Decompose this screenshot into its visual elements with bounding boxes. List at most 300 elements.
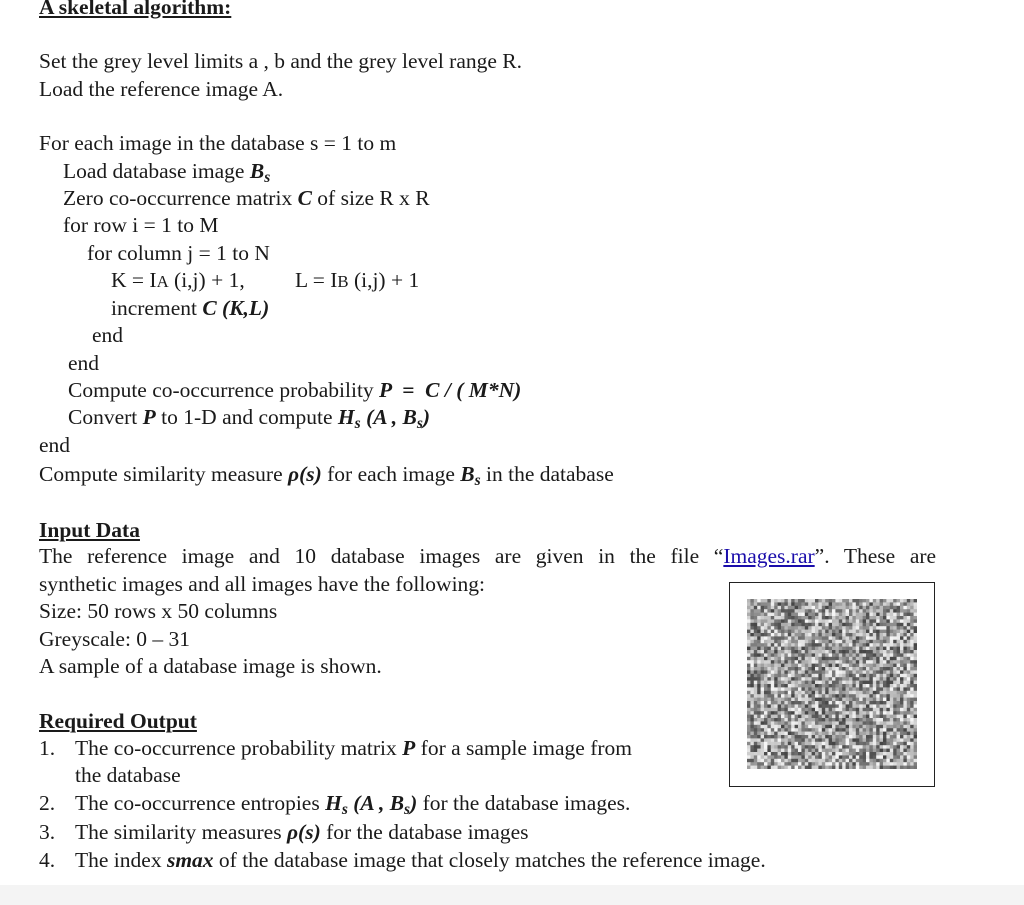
sample-pixel <box>750 602 754 606</box>
sample-pixel <box>832 732 836 736</box>
sample-pixel <box>869 725 873 729</box>
sample-pixel <box>795 698 799 702</box>
sample-pixel <box>805 657 809 661</box>
sample-pixel <box>897 609 901 613</box>
sample-pixel <box>829 664 833 668</box>
sample-pixel <box>893 711 897 715</box>
sample-pixel <box>788 732 792 736</box>
sample-pixel <box>842 650 846 654</box>
output-item-1-continuation: the database <box>75 763 181 787</box>
sample-pixel <box>795 653 799 657</box>
sample-pixel <box>764 752 768 756</box>
sample-pixel <box>876 701 880 705</box>
sample-pixel <box>897 670 901 674</box>
sample-pixel <box>880 735 884 739</box>
sample-pixel <box>822 609 826 613</box>
sample-pixel <box>842 660 846 664</box>
sample-pixel <box>893 657 897 661</box>
sample-pixel <box>869 613 873 617</box>
sample-pixel <box>842 606 846 610</box>
sample-pixel <box>873 640 877 644</box>
sample-pixel <box>754 708 758 712</box>
sample-pixel <box>822 742 826 746</box>
l-assignment: L = IB (i,j) + 1 <box>295 268 420 292</box>
sample-pixel <box>880 606 884 610</box>
sample-pixel <box>818 616 822 620</box>
sample-pixel <box>914 755 917 759</box>
sample-pixel <box>767 626 771 630</box>
sample-pixel <box>869 742 873 746</box>
sample-pixel <box>764 660 768 664</box>
sample-pixel <box>863 735 867 739</box>
sample-pixel <box>812 694 816 698</box>
sample-pixel <box>903 626 907 630</box>
sample-pixel <box>757 653 761 657</box>
sample-pixel <box>747 623 751 627</box>
sample-pixel <box>897 626 901 630</box>
sample-pixel <box>839 715 843 719</box>
convert-entropy-line: Convert P to 1-D and compute $H_s$ (A , $B_s$) <box>68 405 431 432</box>
sample-pixel <box>903 752 907 756</box>
sample-pixel <box>839 694 843 698</box>
sample-pixel <box>849 619 853 623</box>
sample-pixel <box>747 718 751 722</box>
sample-pixel <box>761 633 765 637</box>
sample-pixel <box>815 728 819 732</box>
sample-pixel <box>808 650 812 654</box>
sample-pixel <box>897 630 901 634</box>
sample-pixel <box>839 684 843 688</box>
sample-pixel <box>801 619 805 623</box>
sample-pixel <box>846 684 850 688</box>
sample-pixel <box>764 691 768 695</box>
sample-pixel <box>750 633 754 637</box>
sample-pixel <box>784 660 788 664</box>
sample-pixel <box>778 647 782 651</box>
sample-pixel <box>835 613 839 617</box>
sample-pixel <box>866 674 870 678</box>
sample-pixel <box>846 619 850 623</box>
sample-pixel <box>774 721 778 725</box>
sample-pixel <box>798 755 802 759</box>
sample-pixel <box>771 681 775 685</box>
sample-pixel <box>767 752 771 756</box>
sample-pixel <box>815 623 819 627</box>
sample-pixel <box>907 613 911 617</box>
sample-pixel <box>788 738 792 742</box>
sample-pixel <box>771 616 775 620</box>
sample-pixel <box>869 718 873 722</box>
sample-pixel <box>849 664 853 668</box>
sample-pixel <box>880 698 884 702</box>
sample-pixel <box>842 619 846 623</box>
sample-pixel <box>747 766 751 769</box>
sample-pixel <box>818 602 822 606</box>
sample-pixel <box>798 619 802 623</box>
sample-pixel <box>859 704 863 708</box>
sample-pixel <box>805 701 809 705</box>
sample-pixel <box>846 623 850 627</box>
sample-pixel <box>849 759 853 763</box>
sample-pixel <box>910 762 914 766</box>
sample-pixel <box>761 660 765 664</box>
sample-pixel <box>805 735 809 739</box>
sample-pixel <box>791 619 795 623</box>
sample-pixel <box>771 633 775 637</box>
similarity-line: Compute similarity measure ρ(s) for each image $B_s$ in the database <box>39 462 614 489</box>
sample-pixel <box>818 640 822 644</box>
sample-pixel <box>757 602 761 606</box>
sample-pixel <box>859 643 863 647</box>
sample-pixel <box>839 681 843 685</box>
sample-pixel <box>886 708 890 712</box>
sample-pixel <box>856 701 860 705</box>
sample-pixel <box>791 684 795 688</box>
sample-pixel <box>808 711 812 715</box>
sample-pixel <box>808 684 812 688</box>
sample-pixel <box>883 745 887 749</box>
sample-pixel <box>869 752 873 756</box>
sample-pixel <box>822 616 826 620</box>
sample-pixel <box>798 674 802 678</box>
sample-pixel <box>754 643 758 647</box>
sample-pixel <box>774 704 778 708</box>
sample-pixel <box>808 701 812 705</box>
sample-pixel <box>829 745 833 749</box>
k-assignment: K = IA (i,j) + 1, <box>111 268 245 292</box>
row-loop-line: for row i = 1 to M <box>63 213 219 237</box>
sample-pixel <box>747 721 751 725</box>
sample-pixel <box>750 728 754 732</box>
sample-pixel <box>781 613 785 617</box>
sample-pixel <box>914 650 917 654</box>
sample-pixel <box>890 643 894 647</box>
sample-pixel <box>873 670 877 674</box>
sample-pixel <box>781 694 785 698</box>
sample-pixel <box>781 752 785 756</box>
sample-pixel <box>883 762 887 766</box>
sample-pixel <box>863 704 867 708</box>
sample-pixel <box>910 626 914 630</box>
sample-pixel <box>757 732 761 736</box>
sample-pixel <box>876 613 880 617</box>
sample-pixel <box>907 681 911 685</box>
sample-pixel <box>869 640 873 644</box>
sample-pixel <box>835 728 839 732</box>
sample-pixel <box>778 766 782 769</box>
sample-pixel <box>781 653 785 657</box>
sample-pixel <box>886 738 890 742</box>
sample-pixel <box>907 647 911 651</box>
sample-pixel <box>825 602 829 606</box>
sample-pixel <box>900 735 904 739</box>
sample-pixel <box>795 643 799 647</box>
sample-pixel <box>832 694 836 698</box>
sample-pixel <box>897 715 901 719</box>
sample-pixel <box>788 619 792 623</box>
sample-pixel <box>778 599 782 603</box>
sample-pixel <box>856 623 860 627</box>
sample-pixel <box>818 698 822 702</box>
sample-pixel <box>825 606 829 610</box>
sample-pixel <box>839 735 843 739</box>
sample-pixel <box>805 609 809 613</box>
sample-pixel <box>805 626 809 630</box>
sample-pixel <box>849 752 853 756</box>
sample-pixel <box>771 670 775 674</box>
sample-pixel <box>852 687 856 691</box>
sample-pixel <box>761 623 765 627</box>
sample-pixel <box>805 606 809 610</box>
sample-pixel <box>897 667 901 671</box>
sample-pixel <box>910 681 914 685</box>
sample-pixel <box>778 732 782 736</box>
sample-pixel <box>761 670 765 674</box>
sample-pixel <box>910 728 914 732</box>
sample-pixel <box>767 660 771 664</box>
sample-pixel <box>808 619 812 623</box>
sample-pixel <box>846 742 850 746</box>
sample-pixel <box>835 752 839 756</box>
sample-pixel <box>897 745 901 749</box>
sample-pixel <box>767 691 771 695</box>
sample-pixel <box>815 647 819 651</box>
sample-pixel <box>805 643 809 647</box>
sample-pixel <box>764 742 768 746</box>
sample-pixel <box>866 657 870 661</box>
sample-pixel <box>750 759 754 763</box>
sample-pixel <box>822 691 826 695</box>
sample-pixel <box>757 701 761 705</box>
sample-pixel <box>767 701 771 705</box>
sample-pixel <box>886 694 890 698</box>
sample-pixel <box>859 640 863 644</box>
sample-pixel <box>757 626 761 630</box>
sample-pixel <box>818 752 822 756</box>
sample-pixel <box>764 711 768 715</box>
sample-pixel <box>812 660 816 664</box>
sample-pixel <box>856 602 860 606</box>
sample-pixel <box>757 664 761 668</box>
sample-pixel <box>914 630 917 634</box>
sample-pixel <box>750 630 754 634</box>
sample-pixel <box>808 728 812 732</box>
sample-pixel <box>815 691 819 695</box>
sample-pixel <box>808 609 812 613</box>
sample-pixel <box>815 619 819 623</box>
sample-pixel <box>778 616 782 620</box>
sample-pixel <box>764 664 768 668</box>
sample-pixel <box>863 599 867 603</box>
sample-pixel <box>750 657 754 661</box>
sample-pixel <box>900 619 904 623</box>
sample-pixel <box>903 704 907 708</box>
sample-pixel <box>910 691 914 695</box>
sample-pixel <box>846 677 850 681</box>
sample-pixel <box>801 715 805 719</box>
sample-pixel <box>846 606 850 610</box>
sample-pixel <box>893 653 897 657</box>
sample-pixel <box>815 766 819 769</box>
sample-pixel <box>808 667 812 671</box>
sample-pixel <box>869 657 873 661</box>
sample-pixel <box>903 599 907 603</box>
sample-pixel <box>873 636 877 640</box>
sample-pixel <box>754 681 758 685</box>
sample-pixel <box>747 630 751 634</box>
sample-pixel <box>829 633 833 637</box>
input-data-heading: Input Data <box>39 518 140 542</box>
sample-pixel <box>886 701 890 705</box>
sample-pixel <box>835 715 839 719</box>
sample-pixel <box>781 677 785 681</box>
sample-pixel <box>757 633 761 637</box>
sample-pixel <box>757 636 761 640</box>
sample-pixel <box>791 725 795 729</box>
sample-pixel <box>754 636 758 640</box>
sample-pixel <box>893 616 897 620</box>
sample-pixel <box>767 623 771 627</box>
sample-pixel <box>856 711 860 715</box>
sample-pixel <box>883 677 887 681</box>
sample-pixel <box>778 626 782 630</box>
sample-pixel <box>771 660 775 664</box>
sample-pixel <box>832 599 836 603</box>
sample-pixel <box>801 694 805 698</box>
sample-pixel <box>747 749 751 753</box>
sample-pixel <box>849 681 853 685</box>
sample-pixel <box>866 708 870 712</box>
sample-pixel <box>886 728 890 732</box>
sample-pixel <box>784 664 788 668</box>
sample-pixel <box>815 704 819 708</box>
sample-pixel <box>863 749 867 753</box>
sample-pixel <box>761 691 765 695</box>
sample-pixel <box>893 698 897 702</box>
sample-pixel <box>907 749 911 753</box>
sample-pixel <box>781 708 785 712</box>
sample-pixel <box>903 647 907 651</box>
sample-pixel <box>893 636 897 640</box>
sample-pixel <box>846 755 850 759</box>
sample-pixel <box>815 657 819 661</box>
sample-pixel <box>778 721 782 725</box>
sample-pixel <box>880 677 884 681</box>
sample-pixel <box>900 667 904 671</box>
sample-pixel <box>842 640 846 644</box>
sample-pixel <box>754 762 758 766</box>
sample-pixel <box>842 653 846 657</box>
sample-pixel <box>822 752 826 756</box>
sample-pixel <box>890 633 894 637</box>
sample-pixel <box>757 687 761 691</box>
sample-pixel <box>907 742 911 746</box>
sample-pixel <box>825 653 829 657</box>
sample-pixel <box>876 752 880 756</box>
sample-pixel <box>774 698 778 702</box>
sample-pixel <box>764 725 768 729</box>
sample-pixel <box>897 687 901 691</box>
sample-pixel <box>883 718 887 722</box>
sample-pixel <box>835 694 839 698</box>
sample-pixel <box>832 742 836 746</box>
sample-pixel <box>815 602 819 606</box>
sample-pixel <box>839 599 843 603</box>
sample-pixel <box>747 725 751 729</box>
sample-pixel <box>890 738 894 742</box>
sample-pixel <box>815 759 819 763</box>
sample-pixel <box>798 701 802 705</box>
sample-pixel <box>815 684 819 688</box>
sample-pixel <box>832 602 836 606</box>
sample-pixel <box>900 755 904 759</box>
sample-pixel <box>880 667 884 671</box>
sample-pixel <box>778 755 782 759</box>
sample-pixel <box>795 633 799 637</box>
sample-pixel <box>788 766 792 769</box>
sample-pixel <box>873 755 877 759</box>
sample-pixel <box>863 653 867 657</box>
sample-pixel <box>808 657 812 661</box>
sample-pixel <box>856 745 860 749</box>
sample-pixel <box>880 613 884 617</box>
sample-pixel <box>750 755 754 759</box>
required-output-heading: Required Output <box>39 709 197 733</box>
sample-pixel <box>839 759 843 763</box>
sample-pixel <box>842 613 846 617</box>
sample-pixel <box>805 755 809 759</box>
sample-pixel <box>835 633 839 637</box>
sample-pixel <box>903 715 907 719</box>
images-rar-link[interactable]: Images.rar <box>723 544 815 568</box>
sample-pixel <box>910 715 914 719</box>
sample-pixel <box>801 674 805 678</box>
sample-pixel <box>747 755 751 759</box>
sample-pixel <box>774 715 778 719</box>
sample-pixel <box>852 694 856 698</box>
sample-pixel <box>795 630 799 634</box>
sample-pixel <box>907 657 911 661</box>
sample-pixel <box>900 609 904 613</box>
sample-pixel <box>835 674 839 678</box>
sample-pixel <box>818 701 822 705</box>
sample-pixel <box>849 749 853 753</box>
sample-pixel <box>767 766 771 769</box>
sample-pixel <box>801 691 805 695</box>
sample-pixel <box>849 633 853 637</box>
sample-pixel <box>835 762 839 766</box>
sample-pixel <box>825 647 829 651</box>
sample-pixel <box>890 681 894 685</box>
sample-pixel <box>781 606 785 610</box>
sample-pixel <box>747 674 751 678</box>
sample-pixel <box>791 766 795 769</box>
sample-pixel <box>829 626 833 630</box>
sample-pixel <box>754 752 758 756</box>
sample-pixel <box>859 681 863 685</box>
sample-pixel <box>805 704 809 708</box>
sample-pixel <box>890 718 894 722</box>
sample-pixel <box>771 630 775 634</box>
sample-pixel <box>771 708 775 712</box>
sample-pixel <box>903 643 907 647</box>
sample-pixel <box>890 657 894 661</box>
sample-pixel <box>849 606 853 610</box>
sample-pixel <box>846 653 850 657</box>
input-data-paragraph-line-2: synthetic images and all images have the following: <box>39 572 486 596</box>
sample-pixel <box>805 674 809 678</box>
sample-pixel <box>805 602 809 606</box>
